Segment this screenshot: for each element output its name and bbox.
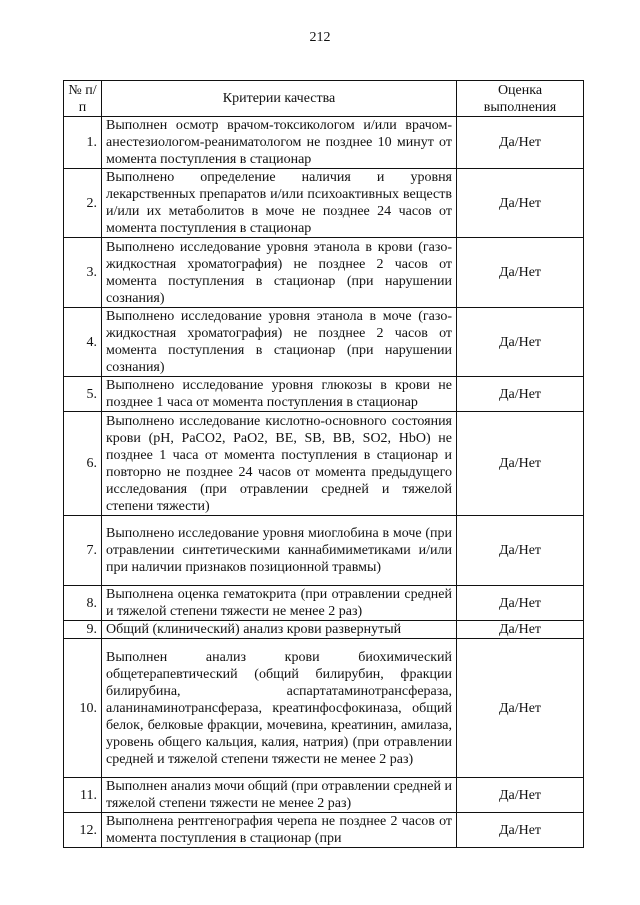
row-criteria: Общий (клинический) анализ крови развернутый <box>102 621 457 639</box>
row-evaluation: Да/Нет <box>457 586 584 621</box>
row-criteria: Выполнена оценка гематокрита (при отравлении средней и тяжелой степени тяжести не менее 2 раз) <box>102 586 457 621</box>
row-evaluation: Да/Нет <box>457 639 584 778</box>
row-number: 1. <box>64 117 102 169</box>
row-number: 4. <box>64 308 102 377</box>
row-criteria: Выполнено определение наличия и уровня лекарственных препаратов и/или психоактивных веществ и/или их метаболитов в моче не позднее 24 часов от момента поступления в стационар <box>102 169 457 238</box>
table-header-row <box>64 81 584 117</box>
table-row <box>64 639 584 778</box>
row-number: 10. <box>64 639 102 778</box>
row-number: 2. <box>64 169 102 238</box>
row-evaluation: Да/Нет <box>457 621 584 639</box>
row-criteria: Выполнен анализ крови биохимический общетерапевтический (общий билирубин, фракции билирубина, аспартатаминотрансфераза, аланинаминотрансфераза, креатинфосфокиназа, общий белок, белковые фракции, мочевина, креатинин, амилаза, уровень общего кальция, калия, натрия) (при отравлении средней и тяжелой степени тяжести не менее 2 раз) <box>102 639 457 778</box>
table-row <box>64 117 584 169</box>
row-evaluation: Да/Нет <box>457 813 584 848</box>
table-row <box>64 813 584 848</box>
row-evaluation: Да/Нет <box>457 308 584 377</box>
row-evaluation: Да/Нет <box>457 169 584 238</box>
row-criteria: Выполнен анализ мочи общий (при отравлении средней и тяжелой степени тяжести не менее 2 раз) <box>102 778 457 813</box>
row-evaluation: Да/Нет <box>457 238 584 308</box>
row-criteria: Выполнено исследование уровня глюкозы в крови не позднее 1 часа от момента поступления в стационар <box>102 377 457 412</box>
row-number: 11. <box>64 778 102 813</box>
table-row <box>64 778 584 813</box>
quality-criteria-table <box>63 80 584 848</box>
row-number: 6. <box>64 412 102 516</box>
row-evaluation: Да/Нет <box>457 117 584 169</box>
header-criteria: Критерии качества <box>102 81 457 117</box>
row-criteria: Выполнено исследование уровня этанола в моче (газо-жидкостная хроматография) не позднее 2 часов от момента поступления в стационар (при нарушении сознания) <box>102 308 457 377</box>
table-row <box>64 516 584 586</box>
row-evaluation: Да/Нет <box>457 412 584 516</box>
header-number: № п/п <box>64 81 102 117</box>
row-number: 7. <box>64 516 102 586</box>
row-criteria: Выполнен осмотр врачом-токсикологом и/или врачом-анестезиологом-реаниматологом не позднее 10 минут от момента поступления в стационар <box>102 117 457 169</box>
row-evaluation: Да/Нет <box>457 778 584 813</box>
table-row <box>64 412 584 516</box>
row-criteria: Выполнено исследование уровня этанола в крови (газо-жидкостная хроматография) не позднее 2 часов от момента поступления в стационар (при нарушении сознания) <box>102 238 457 308</box>
row-number: 8. <box>64 586 102 621</box>
row-number: 5. <box>64 377 102 412</box>
table-row <box>64 621 584 639</box>
header-evaluation: Оценка выполнения <box>457 81 584 117</box>
row-criteria: Выполнено исследование кислотно-основного состояния крови (pH, PaCO2, PaO2, BE, SB, BB, SO2, HbO) не позднее 1 часа от момента поступления в стационар и повторно не позднее 24 часов от момента предыдущего исследования (при отравлении средней и тяжелой степени тяжести) <box>102 412 457 516</box>
page-number: 212 <box>309 30 331 45</box>
row-number: 12. <box>64 813 102 848</box>
row-criteria: Выполнено исследование уровня миоглобина в моче (при отравлении синтетическими каннабимиметиками и/или при наличии признаков позиционной травмы) <box>102 516 457 586</box>
table-row <box>64 308 584 377</box>
row-evaluation: Да/Нет <box>457 377 584 412</box>
row-number: 3. <box>64 238 102 308</box>
row-criteria: Выполнена рентгенография черепа не позднее 2 часов от момента поступления в стационар (при <box>102 813 457 848</box>
row-evaluation: Да/Нет <box>457 516 584 586</box>
table-row <box>64 377 584 412</box>
table-row <box>64 169 584 238</box>
table-row <box>64 238 584 308</box>
table-row <box>64 586 584 621</box>
row-number: 9. <box>64 621 102 639</box>
